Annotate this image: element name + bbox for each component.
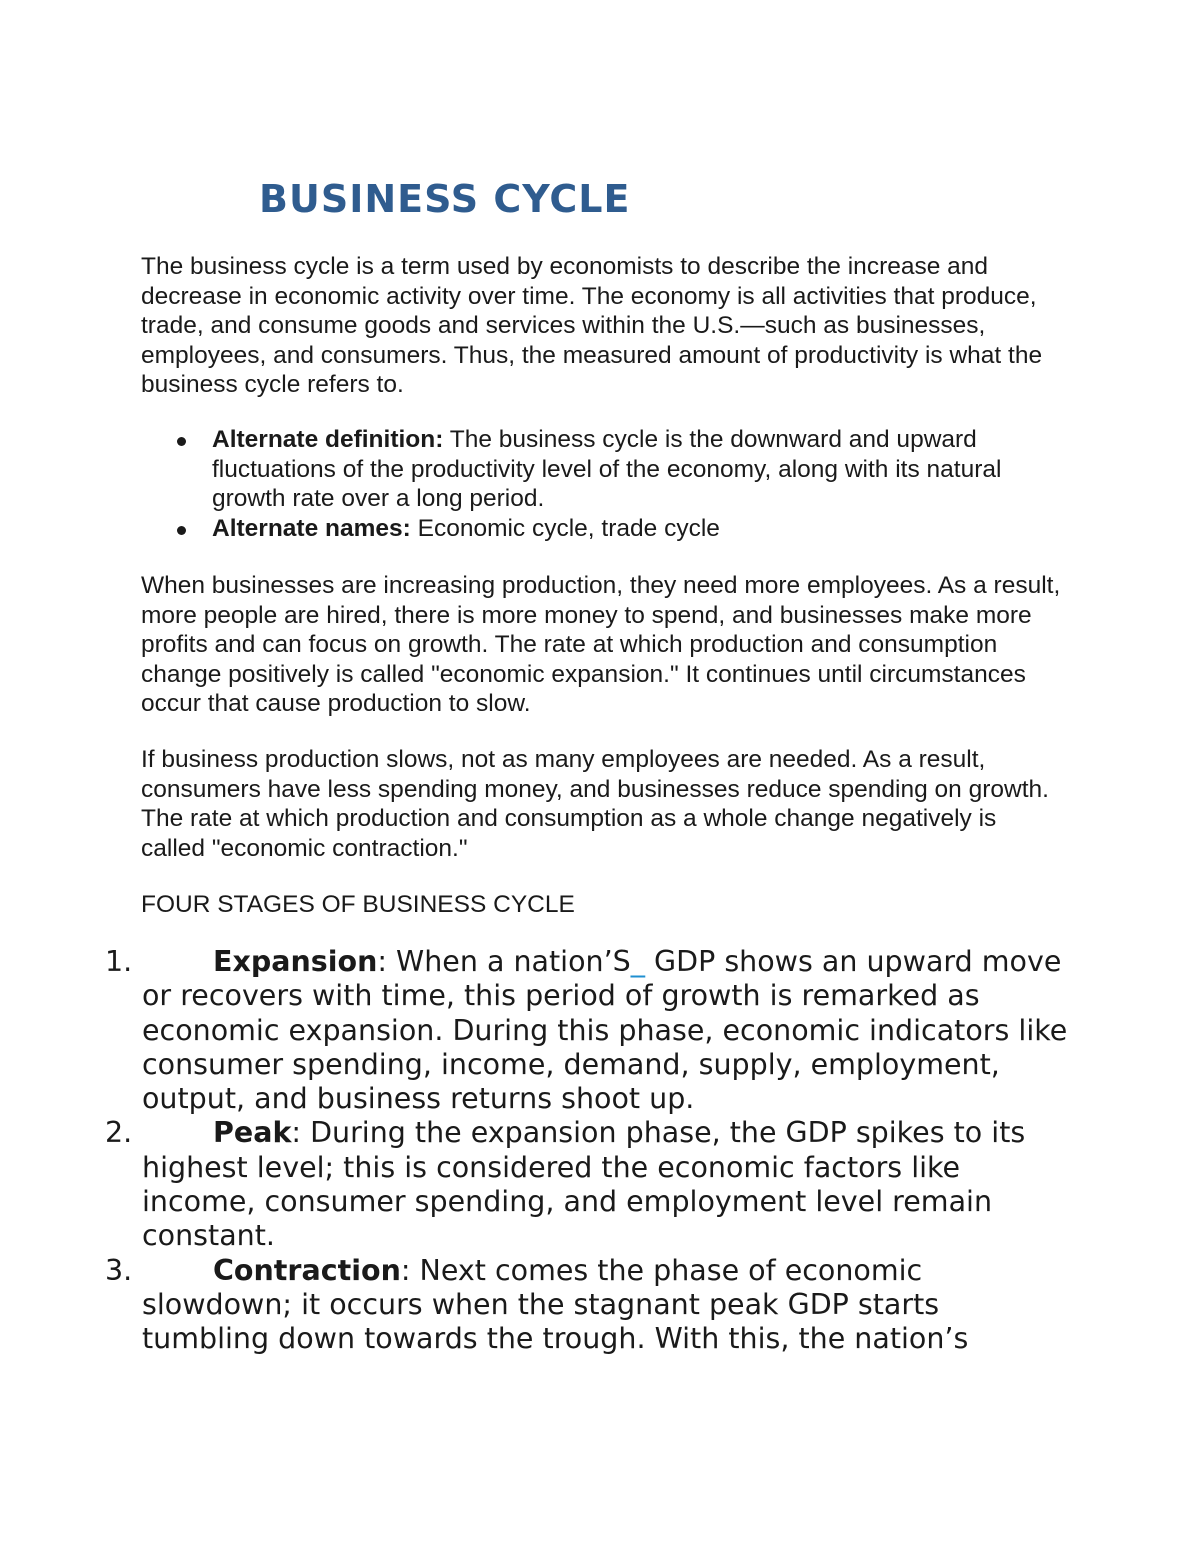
bullet-text: Economic cycle, trade cycle (410, 514, 720, 542)
document-title: BUSINESS CYCLE (259, 177, 631, 221)
bullet-text: The business cycle is the downward and upward fluctuations of the productivity level of the economy, along with its natural growth rate over a long period. (212, 426, 1002, 512)
bullet-term: Alternate definition: (212, 426, 444, 453)
bullet-icon (177, 526, 186, 535)
stage-text: : During the expansion phase, the GDP spikes to its highest level; this is considered the economic factors like income, consumer spending, and employment level remain constant. (142, 1116, 1026, 1253)
hyperlink-mark[interactable]: _ (630, 945, 645, 978)
stages-heading: FOUR STAGES OF BUSINESS CYCLE (141, 891, 575, 918)
contraction-paragraph: If business production slows, not as many employees are needed. As a result, consumers have less spending money, and businesses reduce spending on growth. The rate at which production and consumption as a whole change negatively is called "economic contraction." (141, 746, 1049, 862)
intro-paragraph: The business cycle is a term used by economists to describe the increase and decrease in economic activity over time. The economy is all activities that produce, trade, and consume goods and services within the U.S.—such as businesses, employees, and consumers. Thus, the measured amount of productivity is what the business cycle refers to. (141, 253, 1043, 398)
stage-number: 2. (105, 1116, 133, 1150)
expansion-paragraph: When businesses are increasing production, they need more employees. As a result, more people are hired, there is more money to spend, and businesses make more profits and can focus on growth. The rate at which production and consumption change positively is called "economic expansion." It continues until circumstances occur that cause production to slow. (141, 572, 1061, 717)
bullet-item-alternate-definition (141, 425, 1071, 514)
stage-term: Contraction (213, 1253, 401, 1287)
stage-term: Expansion (213, 945, 378, 978)
bullet-list (141, 425, 1071, 543)
stage-item-expansion (100, 945, 1070, 1116)
stage-item-contraction (100, 1254, 1070, 1357)
bullet-term: Alternate names: (212, 514, 411, 542)
stages-list (100, 945, 1070, 1357)
stage-number: 3. (105, 1253, 133, 1287)
bullet-item-alternate-names (141, 514, 1071, 544)
stage-text: GDP shows an upward move or recovers with time, this period of growth is remarked as economic expansion. During this phase, economic indicators like consumer spending, income, demand, supply, employment, output, and business returns shoot up. (142, 945, 1068, 1116)
stage-term: Peak (213, 1116, 292, 1150)
stage-item-peak (100, 1116, 1070, 1253)
stage-number: 1. (105, 945, 133, 978)
bullet-icon (177, 437, 186, 446)
stage-text-before-link: : When a nation’S (377, 945, 631, 978)
stage-text: : Next comes the phase of economic slowdown; it occurs when the stagnant peak GDP starts tumbling down towards the trough. With this, the nation’s (142, 1253, 969, 1356)
